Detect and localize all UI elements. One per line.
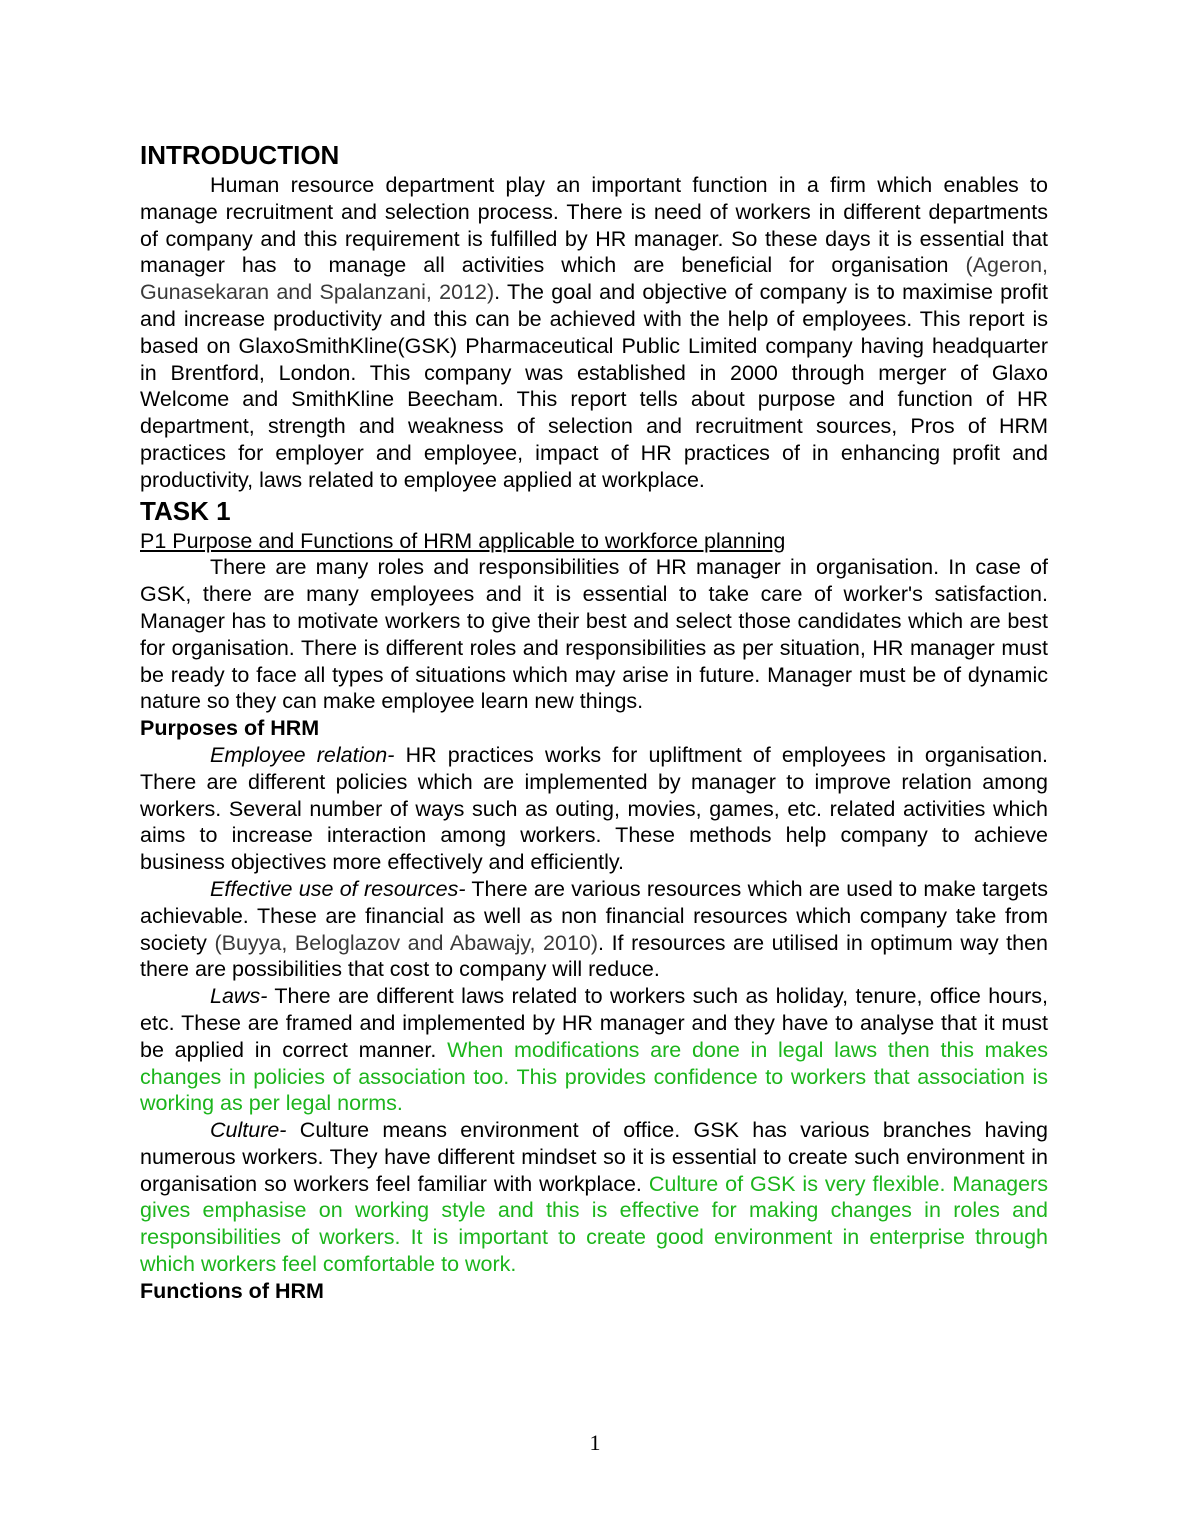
page-number: 1 xyxy=(589,1430,601,1455)
culture-text: Culture means environment of office. GSK has various branches having numerous workers. They have different mindset so it is essential to create such environment in organisation so workers feel familiar with workplace. xyxy=(140,1118,1048,1196)
resources-text-b: . If resources are utilised in optimum way then there are possibilities that cost to company will reduce. xyxy=(140,930,1049,982)
culture-paragraph xyxy=(140,1117,1048,1278)
resources-paragraph xyxy=(140,876,1048,983)
intro-text-a: Human resource department play an important function in a firm which enables to manage recruitment and selection process. There is need of workers in different departments of company and this requirement is fulfilled by HR manager. So these days it is essential that manager has to manage all activities which are beneficial for organisation xyxy=(140,173,1048,278)
culture-highlighted-text: Culture of GSK is very flexible. Managers gives emphasise on working style and this is effective for making changes in roles and responsibilities of workers. It is important to create good environment in enterprise through which workers feel comfortable to work. xyxy=(140,1171,1048,1277)
resources-citation: (Buyya, Beloglazov and Abawajy, 2010) xyxy=(214,930,599,955)
employee-relation-term: Employee relation- xyxy=(210,742,395,767)
functions-heading: Functions of HRM xyxy=(140,1278,324,1303)
laws-paragraph xyxy=(140,983,1048,1117)
p1-subheading: P1 Purpose and Functions of HRM applicable to workforce planning xyxy=(140,528,786,553)
task1-heading: TASK 1 xyxy=(140,495,231,526)
employee-relation-text: HR practices works for upliftment of employees in organisation. There are different policies which are implemented by manager to improve relation among workers. Several number of ways such as outing, movies, games, etc. related activities which aims to increase interaction among workers. These methods help company to achieve business objectives more effectively and efficiently. xyxy=(140,742,1048,875)
document-page xyxy=(140,138,1048,1305)
resources-text-a: There are various resources which are used to make targets achievable. These are financial as well as non financial resources which company take from society xyxy=(140,876,1048,955)
introduction-paragraph xyxy=(140,172,1048,494)
laws-term: Laws- xyxy=(210,984,268,1009)
resources-term: Effective use of resources- xyxy=(210,876,466,901)
culture-term: Culture- xyxy=(210,1118,287,1143)
intro-citation: (Ageron, Gunasekaran and Spalanzani, 2012) xyxy=(140,253,1048,305)
employee-relation-paragraph xyxy=(140,742,1048,876)
task1-paragraph: There are many roles and responsibilities of HR manager in organisation. In case of GSK, there are many employees and it is essential to take care of worker's satisfaction. Manager has to motivate workers to give their best and select those candidates which are best for organisation. There is different roles and responsibilities as per situation, HR manager must be ready to face all types of situations which may arise in future. Manager must be of dynamic nature so they can make employee learn new things. xyxy=(140,555,1048,714)
intro-text-b: . The goal and objective of company is to maximise profit and increase productivity and this can be achieved with the help of employees. This report is based on GlaxoSmithKline(GSK) Pharmaceutical Public Limited company having headquarter in Brentford, London. This company was established in 2000 through merger of Glaxo Welcome and SmithKline Beecham. This report tells about purpose and function of HR department, strength and weakness of selection and recruitment sources, Pros of HRM practices for employer and employee, impact of HR practices of in enhancing profit and productivity, laws related to employee applied at workplace. xyxy=(140,280,1048,492)
laws-text: There are different laws related to workers such as holiday, tenure, office hours, etc. These are framed and implemented by HR manager and they have to analyse that it must be applied in correct manner. xyxy=(140,984,1048,1062)
purposes-heading: Purposes of HRM xyxy=(140,716,320,741)
introduction-heading: INTRODUCTION xyxy=(140,140,340,170)
laws-highlighted-text: When modifications are done in legal laws then this makes changes in policies of association too. This provides confidence to workers that association is working as per legal norms. xyxy=(140,1037,1049,1116)
